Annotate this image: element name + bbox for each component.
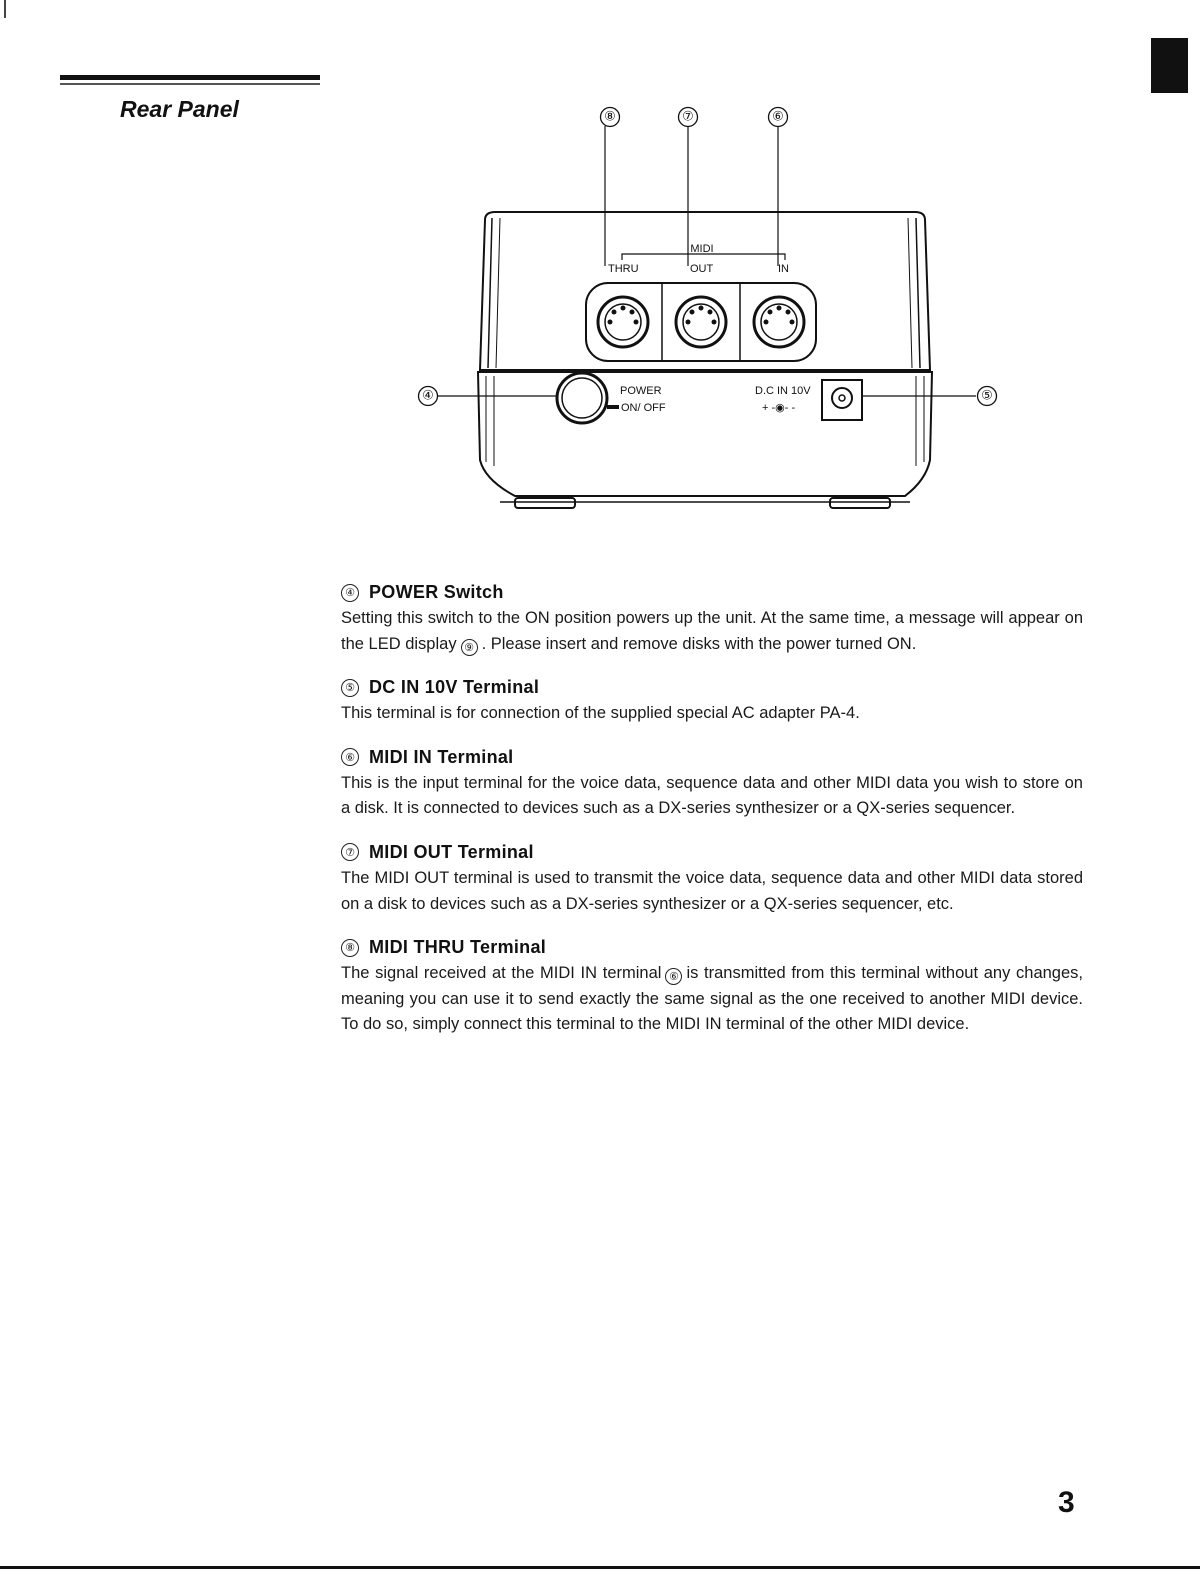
- item-midi-out-terminal: [341, 842, 1083, 917]
- svg-text:⑥: ⑥: [772, 109, 784, 125]
- callout-5: [978, 387, 997, 406]
- foot-right: [830, 498, 890, 508]
- item-body: [341, 961, 1083, 1038]
- label-in: IN: [778, 263, 789, 275]
- header-rule-thin: [60, 83, 320, 85]
- midi-out-socket: [676, 297, 726, 347]
- item-body-text: The signal received at the MIDI IN terminal: [341, 964, 662, 983]
- item-number: ⑧: [341, 939, 359, 957]
- label-dc-in: D.C IN 10V: [755, 385, 811, 397]
- callout-6: [769, 108, 788, 127]
- item-body-text: . Please insert and remove disks with the power turned ON.: [481, 634, 917, 653]
- item-title: DC IN 10V Terminal: [369, 677, 540, 698]
- callout-7: [679, 108, 698, 127]
- item-power-switch: [341, 582, 1083, 657]
- midi-in-socket: [754, 297, 804, 347]
- item-title: MIDI THRU Terminal: [369, 937, 547, 958]
- item-body: This is the input terminal for the voice data, sequence data and other MIDI data you wish to store on a disk. It is connected to devices such as a DX-series synthesizer or a QX-series sequencer.: [341, 773, 1083, 818]
- item-number: ⑦: [341, 843, 359, 861]
- label-thru: THRU: [608, 263, 639, 275]
- footer-rule: [0, 1566, 1200, 1569]
- item-midi-thru-terminal: [341, 937, 1083, 1038]
- label-power-on-off: ON/ OFF: [621, 402, 666, 414]
- item-title: POWER Switch: [369, 582, 504, 602]
- item-number: ⑥: [341, 748, 359, 766]
- item-heading: [341, 747, 1083, 768]
- foot-left: [515, 498, 575, 508]
- item-number: ④: [341, 584, 359, 602]
- housing-bottom: [478, 372, 932, 496]
- label-out: OUT: [690, 263, 714, 275]
- section-title: Rear Panel: [120, 96, 239, 122]
- label-midi: MIDI: [690, 243, 714, 255]
- item-reference: ⑨: [461, 639, 478, 656]
- item-number: ⑤: [341, 679, 359, 697]
- item-body: [341, 606, 1083, 657]
- item-title: MIDI IN Terminal: [369, 746, 514, 767]
- item-heading: [341, 582, 1083, 603]
- callout-8: [601, 108, 620, 127]
- header-rule-thick: [60, 75, 320, 80]
- item-body: This terminal is for connection of the supplied special AC adapter PA-4.: [341, 704, 860, 723]
- item-midi-in-terminal: [341, 747, 1083, 822]
- dc-in-jack: [822, 380, 862, 420]
- svg-text:⑤: ⑤: [981, 388, 993, 404]
- item-descriptions: [341, 582, 1083, 1058]
- item-title: MIDI OUT Terminal: [369, 841, 534, 862]
- item-heading: [341, 842, 1083, 863]
- item-heading: [341, 677, 1083, 698]
- item-body: The MIDI OUT terminal is used to transmit the voice data, sequence data and other MIDI data stored on a disk to devices such as a DX-series synthesizer or a QX-series sequencer, etc.: [341, 868, 1083, 913]
- svg-text:④: ④: [422, 388, 434, 404]
- callout-4: [419, 387, 438, 406]
- midi-thru-socket: [598, 297, 648, 347]
- page-number: 3: [1058, 1486, 1075, 1519]
- svg-text:⑧: ⑧: [604, 109, 616, 125]
- label-power: POWER: [620, 385, 662, 397]
- thumb-index-tab: [1151, 38, 1188, 93]
- label-polarity: + -◉- -: [762, 402, 796, 414]
- svg-text:⑦: ⑦: [682, 109, 694, 125]
- item-reference: ⑥: [665, 968, 682, 985]
- scan-edge-mark: [4, 0, 6, 18]
- item-body-text: is transmitted from this terminal without any changes, meaning you can use it to send exactly the same signal as the one received to another MIDI device. To do so, simply connect this terminal to the MIDI IN terminal of the other MIDI device.: [341, 964, 1083, 1034]
- rear-panel-diagram: [400, 100, 1020, 530]
- power-switch-knob: [557, 373, 607, 423]
- item-heading: [341, 937, 1083, 958]
- item-body-text: Setting this switch to the ON position powers up the unit. At the same time, a message will appear on the LED display: [341, 609, 1083, 653]
- item-dc-in-terminal: [341, 677, 1083, 727]
